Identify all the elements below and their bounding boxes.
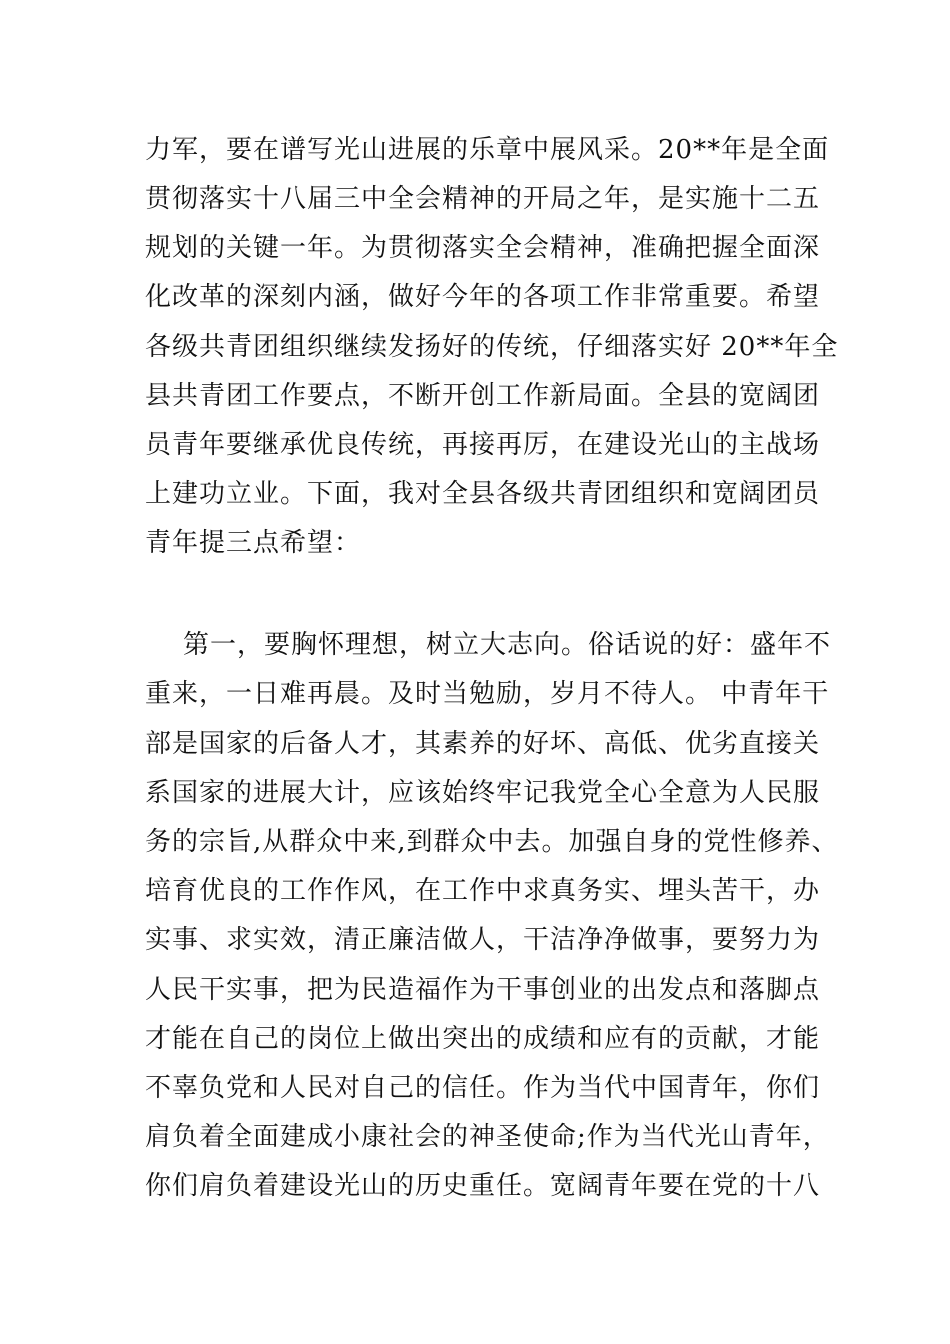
text-line: 系国家的进展大计，应该始终牢记我党全心全意为人民服	[145, 778, 821, 808]
text-line: 规划的关键一年。为贯彻落实全会精神，准确把握全面深	[145, 233, 821, 263]
text-line: 员青年要继承优良传统，再接再厉，在建设光山的主战场	[145, 430, 821, 460]
text-line: 上建功立业。下面，我对全县各级共青团组织和宽阔团员	[145, 479, 821, 509]
text-line: 重来，一日难再晨。及时当勉励，岁月不待人。 中青年干	[145, 679, 830, 709]
text-line: 第一，要胸怀理想，树立大志向。俗话说的好：盛年不	[183, 630, 832, 660]
text-line: 化改革的深刻内涵，做好今年的各项工作非常重要。希望	[145, 282, 821, 312]
text-line: 青年提三点希望：	[145, 528, 362, 558]
text-line: 不辜负党和人民对自己的信任。作为当代中国青年，你们	[145, 1073, 821, 1103]
text-line: 务的宗旨,从群众中来,到群众中去。加强自身的党性修养、	[145, 827, 839, 857]
text-line: 人民干实事，把为民造福作为干事创业的出发点和落脚点	[145, 975, 821, 1005]
text-line: 各级共青团组织继续发扬好的传统，仔细落实好 20**年全	[145, 332, 839, 362]
text-line: 才能在自己的岗位上做出突出的成绩和应有的贡献，才能	[145, 1024, 821, 1054]
text-line: 你们肩负着建设光山的历史重任。宽阔青年要在党的十八	[145, 1171, 821, 1201]
text-line: 力军，要在谱写光山进展的乐章中展风采。20**年是全面	[145, 135, 830, 165]
text-line: 贯彻落实十八届三中全会精神的开局之年，是实施十二五	[145, 184, 821, 214]
text-line: 培育优良的工作作风，在工作中求真务实、埋头苦干，办	[145, 876, 821, 906]
text-line: 部是国家的后备人才，其素养的好坏、高低、优劣直接关	[145, 729, 821, 759]
text-line: 肩负着全面建成小康社会的神圣使命;作为当代光山青年，	[145, 1122, 830, 1152]
text-line: 实事、求实效，清正廉洁做人，干洁净净做事，要努力为	[145, 925, 821, 955]
text-line: 县共青团工作要点，不断开创工作新局面。全县的宽阔团	[145, 381, 821, 411]
